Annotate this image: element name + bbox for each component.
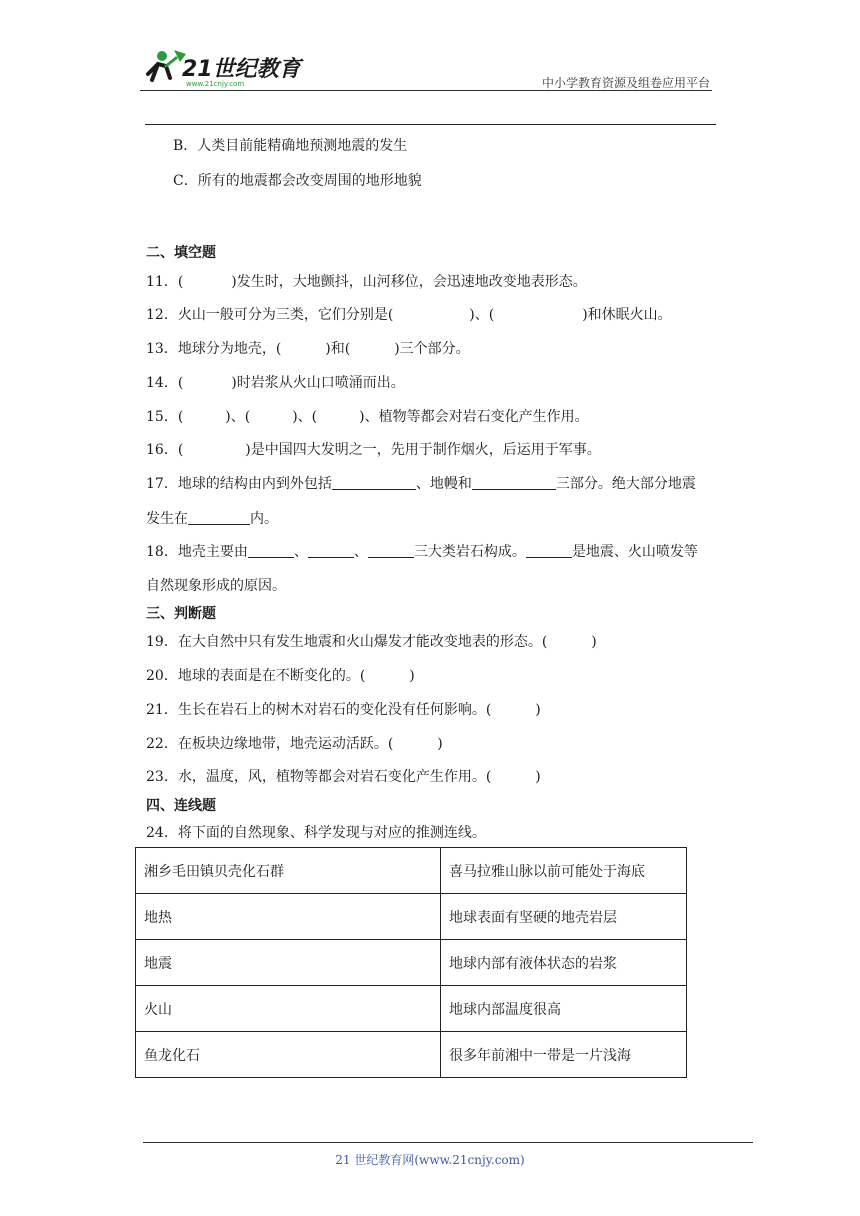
platform-text: 中小学教育资源及组卷应用平台: [541, 76, 710, 90]
match-right-cell: 地球内部有液体状态的岩浆: [441, 940, 687, 986]
match-right-cell: 地球内部温度很高: [441, 986, 687, 1032]
question-17-cont: 发生在 内。: [146, 511, 278, 527]
header-divider: [140, 90, 712, 91]
match-right-cell: 喜马拉雅山脉以前可能处于海底: [441, 848, 687, 894]
runner-icon: [148, 50, 186, 80]
question-19: 19．在大自然中只有发生地震和火山爆发才能改变地表的形态。( ): [146, 634, 597, 650]
question-21: 21．生长在岩石上的树木对岩石的变化没有任何影响。( ): [146, 702, 541, 718]
question-20: 20．地球的表面是在不断变化的。( ): [146, 668, 415, 684]
option-c: C．所有的地震都会改变周围的地形地貌: [173, 173, 422, 189]
site-logo: [140, 44, 310, 90]
table-row: [136, 848, 687, 894]
table-row: [136, 894, 687, 940]
content-divider: [145, 124, 716, 125]
match-table: [135, 847, 687, 1078]
question-23: 23．水，温度，风，植物等都会对岩石变化产生作用。( ): [146, 769, 541, 785]
question-13: 13．地球分为地壳，( )和( )三个部分。: [146, 341, 470, 357]
section-judge-heading: 三、判断题: [146, 606, 216, 622]
table-row: [136, 1032, 687, 1078]
section-match-heading: 四、连线题: [146, 798, 216, 814]
match-left-cell: 地震: [136, 940, 441, 986]
question-16: 16．( )是中国四大发明之一，先用于制作烟火，后运用于军事。: [146, 442, 601, 458]
question-11: 11．( )发生时，大地颤抖，山河移位，会迅速地改变地表形态。: [146, 274, 587, 290]
question-18: 18．地壳主要由 、 、 三大类岩石构成。 是地震、火山喷发等: [146, 544, 698, 560]
logo-text: 21世纪教育: [182, 57, 301, 82]
question-17: 17．地球的结构由内到外包括 、地幔和 三部分。绝大部分地震: [146, 476, 696, 492]
question-12: 12．火山一般可分为三类，它们分别是( )、( )和休眠火山。: [146, 307, 672, 323]
match-right-cell: 地球表面有坚硬的地壳岩层: [441, 894, 687, 940]
match-right-cell: 很多年前湘中一带是一片浅海: [441, 1032, 687, 1078]
match-left-cell: 地热: [136, 894, 441, 940]
question-14: 14．( )时岩浆从火山口喷涌而出。: [146, 375, 405, 391]
question-15: 15．( )、( )、( )、植物等都会对岩石变化产生作用。: [146, 409, 589, 425]
section-fill-heading: 二、填空题: [146, 245, 216, 261]
match-left-cell: 火山: [136, 986, 441, 1032]
table-row: [136, 986, 687, 1032]
option-b: B．人类目前能精确地预测地震的发生: [173, 138, 408, 154]
match-left-cell: 湘乡毛田镇贝壳化石群: [136, 848, 441, 894]
match-left-cell: 鱼龙化石: [136, 1032, 441, 1078]
question-24: 24．将下面的自然现象、科学发现与对应的推测连线。: [146, 825, 486, 841]
footer-divider: [143, 1142, 753, 1143]
table-row: [136, 940, 687, 986]
question-22: 22．在板块边缘地带，地壳运动活跃。( ): [146, 736, 443, 752]
logo-url-text: www.21cnjy.com: [186, 80, 245, 88]
question-18-cont: 自然现象形成的原因。: [146, 578, 286, 594]
footer-link[interactable]: 21 世纪教育网(www.21cnjy.com): [335, 1153, 525, 1167]
